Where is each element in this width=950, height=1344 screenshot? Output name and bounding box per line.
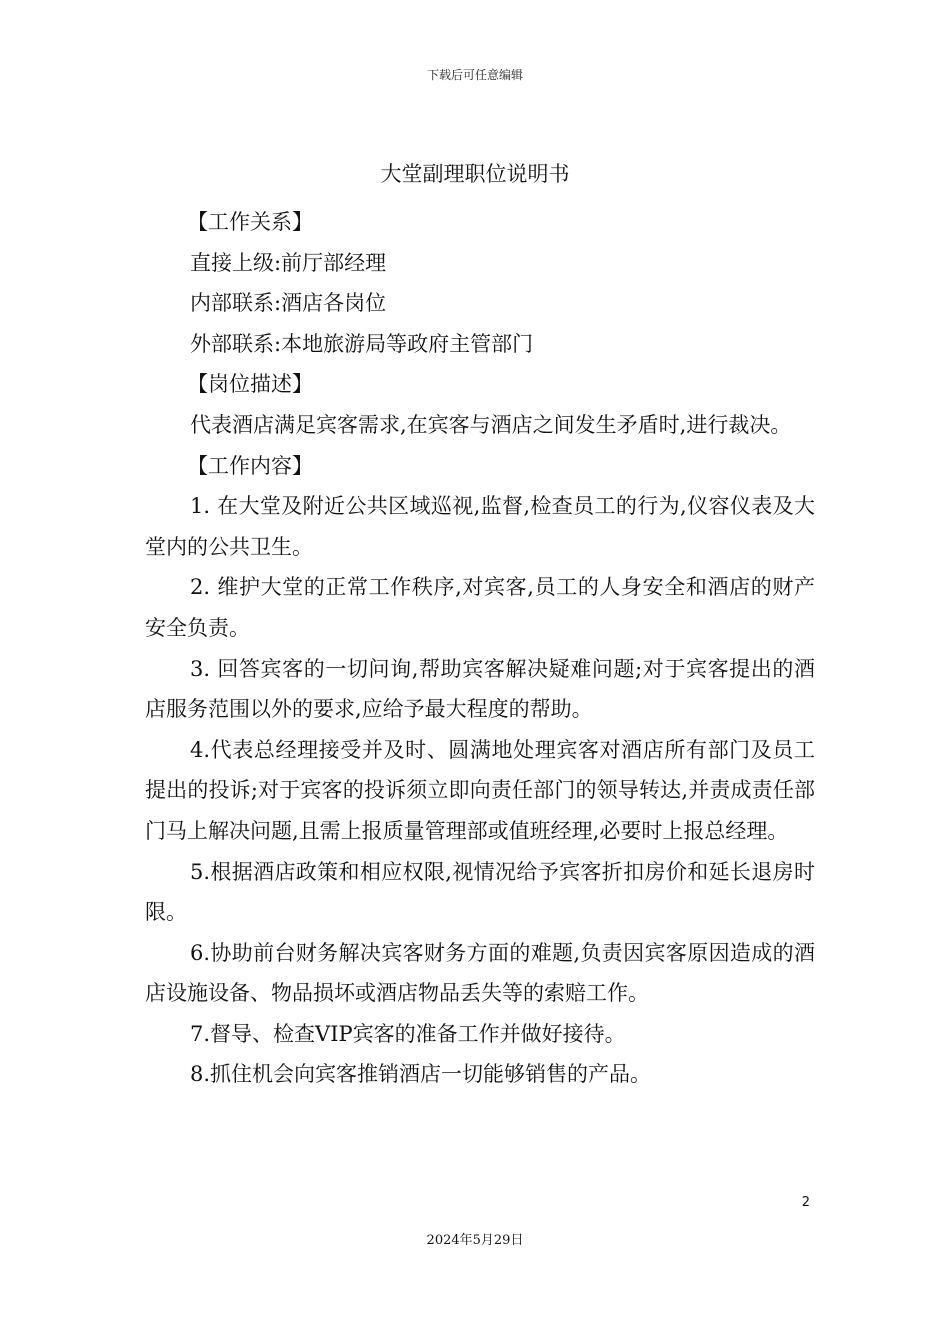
list-item-1: 1. 在大堂及附近公共区域巡视,监督,检查员工的行为,仪容仪表及大堂内的公共卫生。 [145,494,815,559]
paragraph-external-contacts: 外部联系:本地旅游局等政府主管部门 [190,331,534,356]
list-item-7: 7.督导、检查VIP宾客的准备工作并做好接待。 [190,1021,626,1046]
section-heading-work-content: 【工作内容】 [187,453,313,478]
list-item-8: 8.抓住机会向宾客推销酒店一切能够销售的产品。 [190,1062,652,1087]
document-body [145,202,815,1095]
list-item-5: 5.根据酒店政策和相应权限,视情况给予宾客折扣房价和延长退房时限。 [145,859,815,925]
paragraph-job-description: 代表酒店满足宾客需求,在宾客与酒店之间发生矛盾时,进行裁决。 [190,412,792,437]
footer-date: 2024年5月29日 [426,1233,524,1248]
section-heading-job-description: 【岗位描述】 [187,372,313,397]
paragraph-direct-superior: 直接上级:前厅部经理 [190,250,387,275]
section-heading-work-relations: 【工作关系】 [187,210,313,234]
paragraph-internal-contacts: 内部联系:酒店各岗位 [190,291,387,316]
document-title: 大堂副理职位说明书 [380,162,570,186]
header-note: 下载后可任意编辑 [426,68,523,82]
page-number: 2 [801,1195,810,1210]
list-item-2: 2. 维护大堂的正常工作秩序,对宾客,员工的人身安全和酒店的财产安全负责。 [145,575,815,640]
list-item-4: 4.代表总经理接受并及时、圆满地处理宾客对酒店所有部门及员工提出的投诉;对于宾客的投诉须立即向责任部门的领导转达,并责成责任部门马上解决问题,且需上报质量管理部或值班经理,必要时上报总经理。 [145,737,815,843]
list-item-6: 6.协助前台财务解决宾客财务方面的难题,负责因宾客原因造成的酒店设施设备、物品损坏或酒店物品丢失等的索赔工作。 [145,940,815,1006]
list-item-3: 3. 回答宾客的一切问询,帮助宾客解决疑难问题;对于宾客提出的酒店服务范围以外的要求,应给予最大程度的帮助。 [145,656,815,722]
